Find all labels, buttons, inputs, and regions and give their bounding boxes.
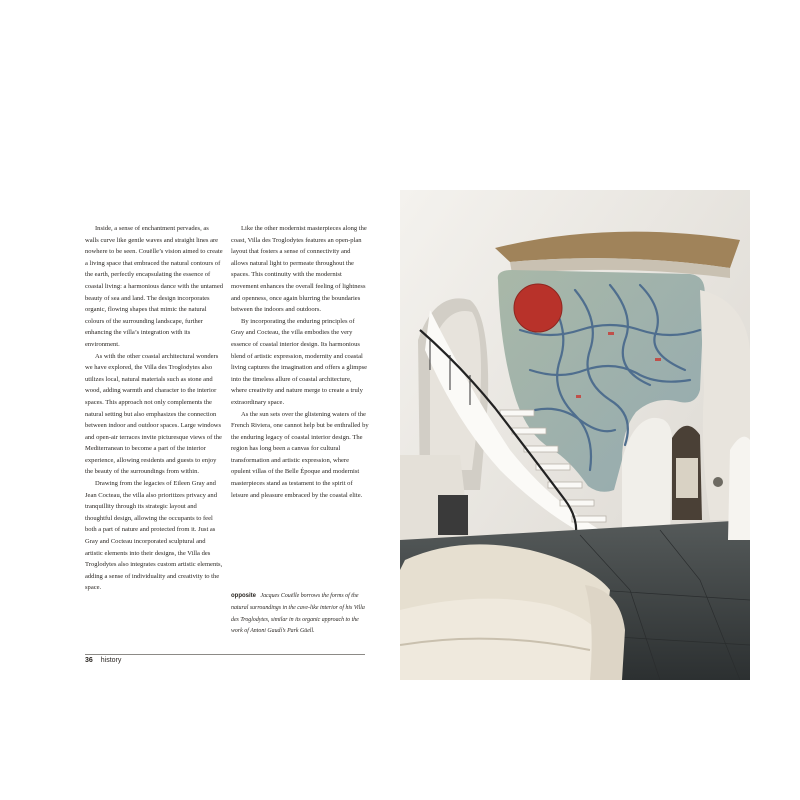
text-column-right [231,223,369,501]
caption-text: Jacques Couëlle borrows the forms of the natural surroundings in the cave-like interior of his Villa des Troglodytes, similar in its organic approach to the work of Antoni Gaudí’s Park Güell. [231,593,365,635]
photo-caption [231,591,371,638]
text-column-left [85,223,223,594]
interior-photo [400,190,750,680]
paragraph: Inside, a sense of enchantment pervades, as walls curve like gentle waves and straight lines are nowhere to be seen. Couëlle’s vision aimed to create a living space that embraced the natural contours of the earth, perfectly encapsulating the essence of coastal living: a harmonious dance with the untamed beauty of sea and land. The design incorporates organic, flowing shapes that mimic the natural colours of the surrounding landscape, further enhancing the villa’s integration with its environment. [85,225,223,348]
footer-rule [85,654,365,655]
vase [713,477,723,487]
paragraph: As the sun sets over the glistening waters of the French Riviera, one cannot help but be enthralled by the enduring legacy of coastal interior design. The region has long been a canvas for cultural transformation and artistic expression, where opulent villas of the Belle Époque and modernist masterpieces stand as testament to the spirit of leisure and pleasure embraced by the coastal elite. [231,410,369,499]
section-name: history [100,657,122,664]
paragraph: Drawing from the legacies of Eileen Gray and Jean Cocteau, the villa also prioritizes privacy and tranquillity through its strategic layout and thoughtful design, allowing the occupants to feel both a part of nature and protected from it. Just as Gray and Cocteau incorporated sculptural and artistic elements into their designs, the Villa des Troglodytes also integrates custom artistic elements, adding a sense of individuality and creativity to the space. [85,480,223,592]
caption-lead: opposite [231,593,256,599]
paragraph: As with the other coastal architectural wonders we have explored, the Villa des Troglodytes also utilizes local, natural materials such as stone and wood, adding warmth and character to the interior spaces. This approach not only complements the natural setting but also emphasizes the connection between indoor and outdoor spaces. Large windows and open-air terraces invite picturesque views of the Mediterranean to become a part of the interior experience, allowing residents and guests to enjoy the beauty of the surroundings from within. [85,352,222,476]
page-footer [85,657,121,664]
paragraph: By incorporating the enduring principles of Gray and Cocteau, the villa embodies the very essence of coastal interior design. Its harmonious blend of artistic expression, modernity and coastal living captures the imagination and offers a glimpse into the timeless allure of coastal architecture, where creativity and nature merge to create a truly extraordinary space. [231,317,368,406]
page-number: 36 [85,657,93,664]
right-column [728,437,750,540]
dark-niche [438,495,468,535]
paragraph: Like the other modernist masterpieces along the coast, Villa des Troglodytes features an open-plan layout that fosters a sense of connectivity and allows natural light to permeate throughout the spaces. This continuity with the modernist movement enhances the overall feeling of lightness and openness, once again blurring the boundaries between the indoors and outdoors. [231,225,367,314]
doorway-lit [676,458,698,498]
